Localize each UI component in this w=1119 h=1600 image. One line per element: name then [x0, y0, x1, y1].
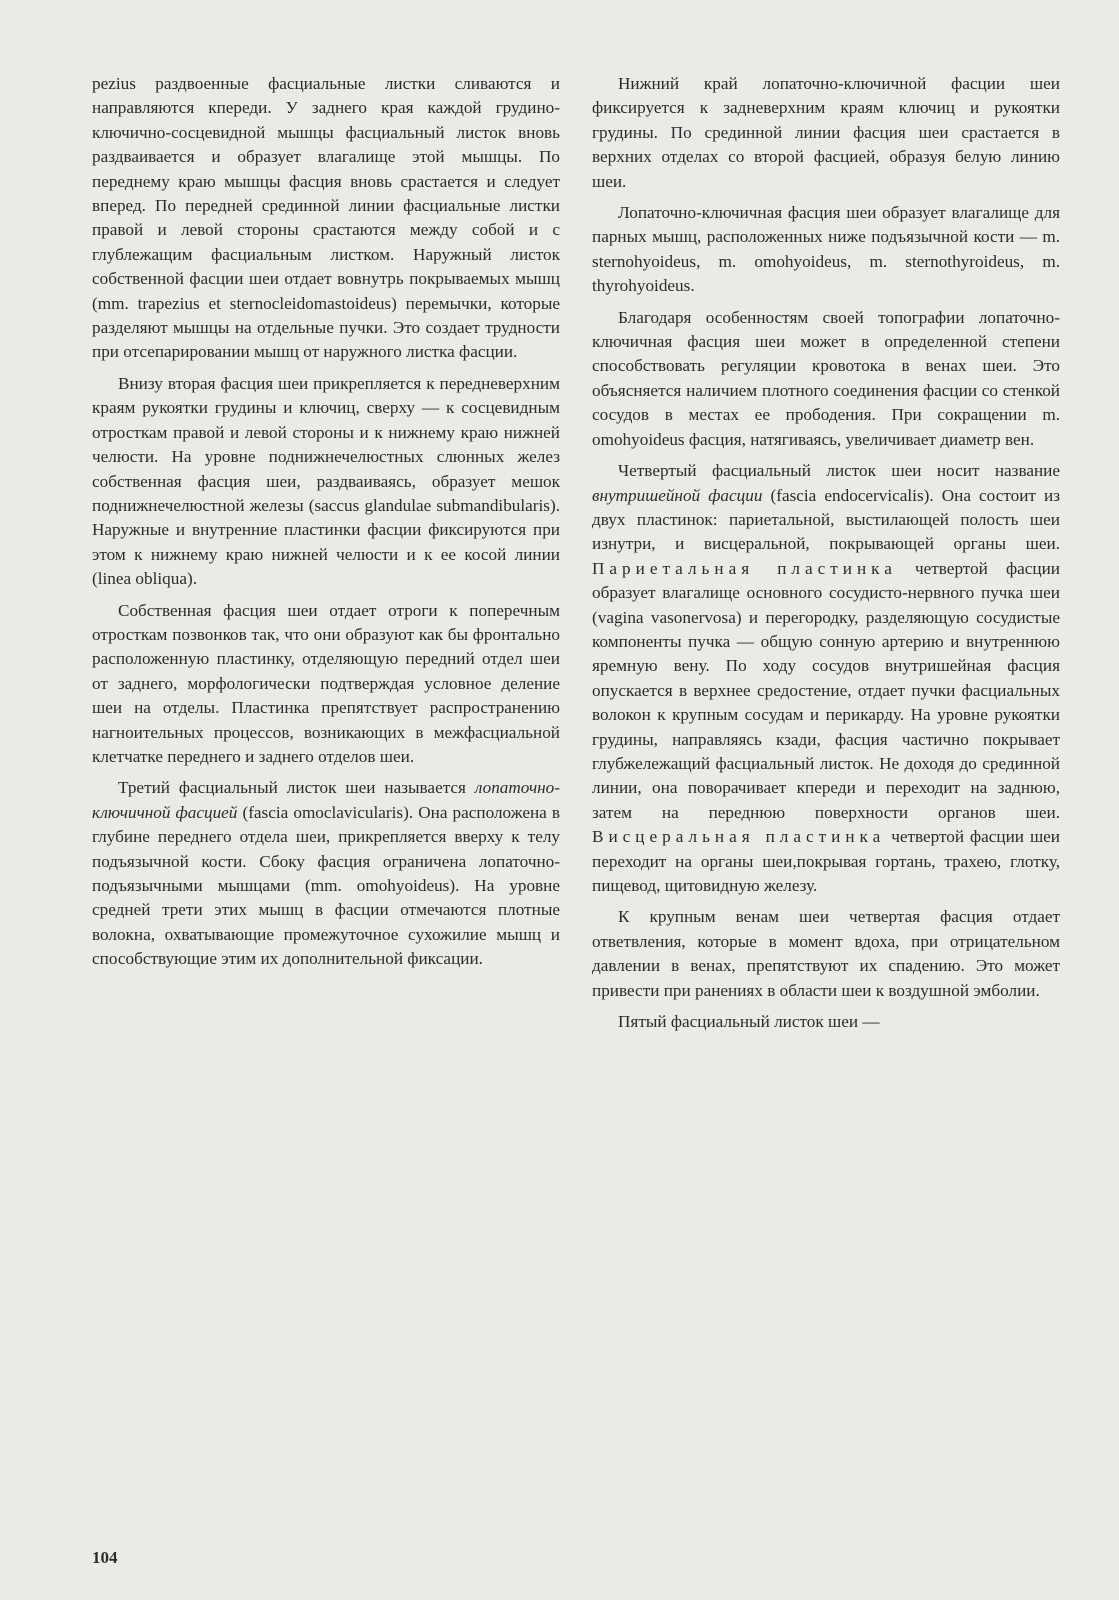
text-run: (fascia omoclavicularis). Она расположена в глубине переднего отдела шеи, прикрепляется вверху к телу подъязычной кости. Сбоку фасция ограничена лопаточно-подъязычными мышцами (mm. omohyoideus). На уровне средней трети этих мышц в фасции отмечаются плотные волокна, охватывающие промежуточное сухожилие мышц и способствующие этим их дополнительной фиксации.: [92, 802, 560, 969]
paragraph: pezius раздвоенные фасциальные листки сливаются и направляются кпереди. У заднего края каждой грудино-ключично-сосцевидной мышцы фасциальный листок вновь раздваивается и образует влагалище этой мышцы. По переднему краю мышцы фасция вновь срастается и следует вперед. По передней срединной линии фасциальные листки правой и левой стороны срастаются между собой и с глублежащим фасциальным листком. Наружный листок собственной фасции шеи отдает вовнутрь покрываемых мышц (mm. trapezius et sternocleidomastoideus) перемычки, которые разделяют мышцы на отдельные пучки. Это создает трудности при отсепарировании мышц от наружного листка фасции.: [92, 74, 560, 362]
paragraph: Пятый фасциальный листок шеи —: [618, 1012, 880, 1032]
spaced-term: Париетальная пластинка: [592, 558, 897, 578]
paragraph: К крупным венам шеи четвертая фасция отдает ответвления, которые в момент вдоха, при отрицательном давлении в венах, препятствуют их спадению. Это может привести при ранениях в области шеи к воздушной эмболии.: [592, 907, 1060, 1000]
paragraph: Благодаря особенностям своей топографии лопаточно-ключичная фасция шеи может в определенной степени способствовать регуляции кровотока в венах шеи. Это объясняется наличием плотного соединения фасции со стенкой сосудов в местах ее прободения. При сокращении m. omohyoideus фасция, натягиваясь, увеличивает диаметр вен.: [592, 307, 1060, 449]
text-run: (fascia endocervicalis). Она состоит из двух пластинок: париетальной, выстилающей полость шеи изнутри, и висцеральной, покрывающей органы шеи.: [592, 485, 1060, 554]
italic-term: лопаточно-ключичной фасцией: [92, 778, 560, 822]
paragraph: Нижний край лопаточно-ключичной фасции шеи фиксируется к задневерхним краям ключиц и рукоятки грудины. По срединной линии фасция шеи срастается в верхних отделах со второй фасцией, образуя белую линию шеи.: [592, 74, 1060, 191]
page-number: 104: [92, 1548, 118, 1567]
text-run: четвертой фасции образует влагалище основного сосудисто-нервного пучка шеи (vagina vasonervosa) и перегородку, разделяющую сосудистые компоненты пучка — общую сонную артерию и внутреннюю яремную вену. По ходу сосудов внутришейная фасция опускается в верхнее средостение, отдает пучки фасциальных волокон к крупным сосудам и перикарду. На уровне рукоятки грудины, направляясь кзади, фасция частично покрывает глубжележащий фасциальный листок. Не доходя до срединной линии, она поворачивает кпереди и переходит на заднюю, затем на переднюю поверхности органов шеи.: [592, 558, 1060, 822]
paragraph: Внизу вторая фасция шеи прикрепляется к передневерхним краям рукоятки грудины и ключиц, сверху — к сосцевидным отросткам правой и левой стороны и к нижнему краю нижней челюсти. На уровне поднижнечелюстных слюнных желез собственная фасция шеи, раздваиваясь, образует мешок поднижнечелюстной железы (saccus glandulae submandibularis). Наружные и внутренние пластинки фасции фиксируются при этом к нижнему краю нижней челюсти и к ее косой линии (linea obliqua).: [92, 373, 560, 589]
text-run: Третий фасциальный листок шеи называется: [118, 778, 475, 798]
paragraph: [92, 776, 560, 971]
italic-term: внутришейной фасции: [592, 485, 763, 505]
right-text-column: [592, 72, 1060, 1041]
paragraph: Лопаточно-ключичная фасция шеи образует влагалище для парных мышц, расположенных ниже подъязычной кости — m. sternohyoideus, m. omohyoideus, m. sternothyroideus, m. thyrohyoideus.: [592, 203, 1060, 296]
spaced-term: Висцеральная пластинка: [592, 827, 886, 847]
paragraph: [592, 459, 1060, 898]
left-text-column: [92, 72, 560, 979]
text-run: Четвертый фасциальный листок шеи носит название: [618, 461, 1060, 481]
paragraph: Собственная фасция шеи отдает отроги к поперечным отросткам позвонков так, что они образуют как бы фронтально расположенную пластинку, отделяющую передний отдел шеи от заднего, морфологически подтверждая условное деление шеи на отделы. Пластинка препятствует распространению нагноительных процессов, возникающих в межфасциальной клетчатке переднего и заднего отделов шеи.: [92, 600, 560, 766]
text-run: четвертой фасции шеи переходит на органы шеи,покрывая гортань, трахею, глотку, пищевод, щитовидную железу.: [592, 827, 1061, 895]
